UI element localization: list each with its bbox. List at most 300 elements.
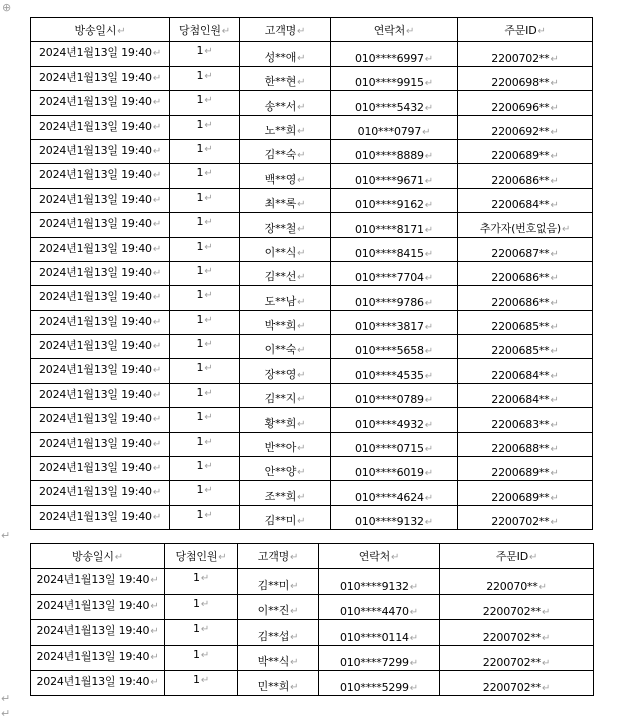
cell-end-mark: ↵ <box>424 419 433 431</box>
cell-end-mark: ↵ <box>152 341 162 353</box>
order-id-cell <box>458 213 593 237</box>
table-row <box>31 457 593 481</box>
order-id-cell <box>458 91 593 115</box>
contact-cell-value: 010****4535 <box>355 368 424 382</box>
cell-end-mark: ↵ <box>424 492 433 504</box>
customer-name-cell-value: 김**섭 <box>257 629 290 643</box>
header-order-id <box>440 544 594 569</box>
winner-count-cell <box>170 42 240 66</box>
winner-count-cell-value: 1 <box>196 141 204 155</box>
table-row <box>31 505 593 529</box>
cell-end-mark: ↵ <box>550 297 559 309</box>
cell-end-mark: ↵ <box>204 119 213 131</box>
broadcast-datetime-cell <box>31 670 165 695</box>
broadcast-datetime-cell <box>31 505 170 529</box>
order-id-cell-value: 2200702** <box>491 51 550 65</box>
cell-end-mark: ↵ <box>152 389 162 401</box>
broadcast-datetime-cell <box>31 164 170 188</box>
cell-end-mark: ↵ <box>297 467 306 479</box>
winner-count-cell <box>170 432 240 456</box>
winner-count-cell <box>170 139 240 163</box>
cell-end-mark: ↵ <box>152 121 162 133</box>
order-id-cell <box>440 569 594 594</box>
contact-cell-value: 010****3817 <box>355 320 424 334</box>
header-contact-label: 연락처 <box>373 23 406 37</box>
contact-cell-value: 010****9132 <box>355 515 424 529</box>
header-order-id-label: 주문ID <box>495 550 528 564</box>
table-row <box>31 164 593 188</box>
cell-end-mark: ↵ <box>550 492 559 504</box>
cell-end-mark: ↵ <box>542 607 551 619</box>
cell-end-mark: ↵ <box>561 223 571 235</box>
customer-name-cell <box>240 359 331 383</box>
customer-name-cell <box>240 310 331 334</box>
cell-end-mark: ↵ <box>542 683 551 695</box>
broadcast-datetime-cell-value: 2024년1월13일 19:40 <box>36 624 150 638</box>
paragraph-mark: ↵ <box>1 529 11 542</box>
contact-cell <box>331 505 458 529</box>
paragraph-mark: ↵ <box>1 707 11 720</box>
order-id-cell <box>458 164 593 188</box>
broadcast-datetime-cell <box>31 359 170 383</box>
broadcast-datetime-cell-value: 2024년1월13일 19:40 <box>38 119 152 133</box>
cell-end-mark: ↵ <box>152 511 162 523</box>
broadcast-datetime-cell-value: 2024년1월13일 19:40 <box>36 649 150 663</box>
table-row <box>31 594 594 619</box>
customer-name-cell-value: 김**선 <box>264 270 297 284</box>
cell-end-mark: ↵ <box>204 436 213 448</box>
broadcast-datetime-cell <box>31 115 170 139</box>
header-winner-count <box>170 18 240 42</box>
cell-end-mark: ↵ <box>152 219 162 231</box>
table-row <box>31 481 593 505</box>
cell-end-mark: ↵ <box>424 53 433 65</box>
table-row <box>31 188 593 212</box>
winner-count-cell <box>170 457 240 481</box>
customer-name-cell <box>238 594 319 619</box>
order-id-cell-value: 220070** <box>486 579 538 593</box>
broadcast-datetime-cell-value: 2024년1월13일 19:40 <box>38 387 152 401</box>
cell-end-mark: ↵ <box>204 412 213 424</box>
winner-count-cell-value: 1 <box>196 288 204 302</box>
contact-cell-value: 010****8415 <box>355 246 424 260</box>
header-order-id-label: 주문ID <box>504 23 537 37</box>
cell-end-mark: ↵ <box>424 175 433 187</box>
contact-cell-value: 010****5658 <box>355 344 424 358</box>
broadcast-datetime-cell-value: 2024년1월13일 19:40 <box>38 314 152 328</box>
contact-cell-value: 010****4932 <box>355 417 424 431</box>
contact-cell-value: 010****9162 <box>355 198 424 212</box>
winner-count-cell <box>165 569 238 594</box>
contact-cell <box>331 164 458 188</box>
cell-end-mark: ↵ <box>297 223 306 235</box>
contact-cell-value: 010****8889 <box>355 149 424 163</box>
customer-name-cell-value: 장**철 <box>264 221 297 235</box>
cell-end-mark: ↵ <box>290 656 299 668</box>
header-customer-name-label: 고객명 <box>257 550 290 564</box>
cell-end-mark: ↵ <box>550 468 559 480</box>
customer-name-cell <box>240 432 331 456</box>
contact-cell <box>331 237 458 261</box>
winner-count-cell-value: 1 <box>196 312 204 326</box>
order-id-cell-value: 2200702** <box>482 655 541 669</box>
order-id-cell <box>458 261 593 285</box>
order-id-cell <box>458 188 593 212</box>
customer-name-cell <box>240 481 331 505</box>
order-id-cell <box>458 505 593 529</box>
customer-name-cell-value: 조**희 <box>264 489 297 503</box>
winner-count-cell-value: 1 <box>196 239 204 253</box>
customer-name-cell <box>240 408 331 432</box>
cell-end-mark: ↵ <box>152 170 162 182</box>
header-customer-name <box>240 18 331 42</box>
contact-cell-value: 010****9671 <box>355 173 424 187</box>
order-id-cell <box>458 359 593 383</box>
cell-end-mark: ↵ <box>152 487 162 499</box>
cell-end-mark: ↵ <box>550 395 559 407</box>
cell-end-mark: ↵ <box>152 414 162 426</box>
order-id-cell-value: 2200689** <box>491 490 550 504</box>
table-row <box>31 432 593 456</box>
cell-end-mark: ↵ <box>152 438 162 450</box>
order-id-cell <box>458 481 593 505</box>
broadcast-datetime-cell-value: 2024년1월13일 19:40 <box>38 95 152 109</box>
header-customer-name-label: 고객명 <box>264 23 297 37</box>
customer-name-cell <box>240 261 331 285</box>
cell-end-mark: ↵ <box>550 102 559 114</box>
customer-name-cell-value: 노**희 <box>264 123 297 137</box>
winner-count-cell-value: 1 <box>196 410 204 424</box>
cell-end-mark: ↵ <box>424 78 433 90</box>
winner-count-cell-value: 1 <box>196 93 204 107</box>
cell-end-mark: ↵ <box>204 95 213 107</box>
customer-name-cell <box>240 335 331 359</box>
order-id-cell-value: 2200685** <box>491 320 550 334</box>
winner-count-cell <box>170 310 240 334</box>
cell-end-mark: ↵ <box>550 78 559 90</box>
cell-end-mark: ↵ <box>204 290 213 302</box>
cell-end-mark: ↵ <box>424 102 433 114</box>
customer-name-cell <box>240 139 331 163</box>
broadcast-datetime-cell <box>31 481 170 505</box>
cell-end-mark: ↵ <box>290 682 299 694</box>
order-id-cell-value: 2200684** <box>491 393 550 407</box>
cell-end-mark: ↵ <box>297 77 306 89</box>
customer-name-cell <box>238 569 319 594</box>
table-row <box>31 670 594 695</box>
cell-end-mark: ↵ <box>200 598 209 610</box>
winner-count-cell <box>170 383 240 407</box>
contact-cell <box>331 66 458 90</box>
cell-end-mark: ↵ <box>424 370 433 382</box>
customer-name-cell-value: 민**희 <box>257 680 290 694</box>
customer-name-cell-value: 안**양 <box>264 465 297 479</box>
order-id-cell <box>458 432 593 456</box>
cell-end-mark: ↵ <box>297 199 306 211</box>
table-row <box>31 237 593 261</box>
cell-end-mark: ↵ <box>424 200 433 212</box>
table-row <box>31 620 594 645</box>
cell-end-mark: ↵ <box>297 296 306 308</box>
cell-end-mark: ↵ <box>424 346 433 358</box>
order-id-cell-value: 2200683** <box>491 417 550 431</box>
contact-cell-value: 010***0797 <box>357 124 422 138</box>
broadcast-datetime-cell <box>31 213 170 237</box>
cell-end-mark: ↵ <box>528 552 538 564</box>
winner-count-cell-value: 1 <box>196 385 204 399</box>
header-contact <box>319 544 440 569</box>
cell-end-mark: ↵ <box>204 265 213 277</box>
order-id-cell-value: 2200698** <box>491 76 550 90</box>
header-winner-count-label: 당첨인원 <box>175 550 218 564</box>
cell-end-mark: ↵ <box>200 674 209 686</box>
cell-end-mark: ↵ <box>297 491 306 503</box>
header-winner-count-label: 당첨인원 <box>179 23 221 37</box>
winner-count-cell-value: 1 <box>196 166 204 180</box>
broadcast-datetime-cell-value: 2024년1월13일 19:40 <box>38 143 152 157</box>
broadcast-datetime-cell <box>31 594 165 619</box>
cell-end-mark: ↵ <box>290 606 299 618</box>
cell-end-mark: ↵ <box>550 370 559 382</box>
cell-end-mark: ↵ <box>424 151 433 163</box>
cell-end-mark: ↵ <box>297 394 306 406</box>
winner-count-cell-value: 1 <box>196 434 204 448</box>
customer-name-cell-value: 한**현 <box>264 75 297 89</box>
broadcast-datetime-cell <box>31 310 170 334</box>
header-winner-count <box>165 544 238 569</box>
customer-name-cell <box>240 286 331 310</box>
broadcast-datetime-cell <box>31 237 170 261</box>
cell-end-mark: ↵ <box>550 322 559 334</box>
winners-table-2 <box>30 543 594 696</box>
cell-end-mark: ↵ <box>550 126 559 138</box>
header-row <box>31 18 593 42</box>
customer-name-cell-value: 도**남 <box>264 294 297 308</box>
cell-end-mark: ↵ <box>542 632 551 644</box>
cell-end-mark: ↵ <box>297 369 306 381</box>
contact-cell <box>331 481 458 505</box>
contact-cell-value: 010****0789 <box>355 393 424 407</box>
customer-name-cell-value: 송**서 <box>264 99 297 113</box>
winner-count-cell <box>170 505 240 529</box>
contact-cell <box>331 139 458 163</box>
winner-count-cell-value: 1 <box>196 361 204 375</box>
broadcast-datetime-cell-value: 2024년1월13일 19:40 <box>38 168 152 182</box>
cell-end-mark: ↵ <box>204 217 213 229</box>
winner-count-cell <box>170 213 240 237</box>
cell-end-mark: ↵ <box>297 418 306 430</box>
broadcast-datetime-cell <box>31 188 170 212</box>
winner-count-cell-value: 1 <box>196 117 204 131</box>
order-id-cell <box>458 383 593 407</box>
winner-count-cell <box>170 91 240 115</box>
broadcast-datetime-cell <box>31 432 170 456</box>
order-id-cell <box>458 286 593 310</box>
cell-end-mark: ↵ <box>204 143 213 155</box>
order-id-cell <box>458 66 593 90</box>
winner-count-cell <box>170 286 240 310</box>
winner-count-cell-value: 1 <box>196 483 204 497</box>
customer-name-cell-value: 김**숙 <box>264 148 297 162</box>
cell-end-mark: ↵ <box>152 72 162 84</box>
cell-end-mark: ↵ <box>550 248 559 260</box>
contact-cell-value: 010****0715 <box>355 442 424 456</box>
order-id-cell-value: 2200702** <box>482 605 541 619</box>
customer-name-cell <box>240 91 331 115</box>
order-id-cell-value: 2200702** <box>482 630 541 644</box>
cell-end-mark: ↵ <box>550 273 559 285</box>
cell-end-mark: ↵ <box>537 25 546 37</box>
cell-end-mark: ↵ <box>204 192 213 204</box>
winner-count-cell-value: 1 <box>196 190 204 204</box>
broadcast-datetime-cell <box>31 620 165 645</box>
broadcast-datetime-cell-value: 2024년1월13일 19:40 <box>38 339 152 353</box>
customer-name-cell <box>240 66 331 90</box>
order-id-cell-value: 2200687** <box>491 246 550 260</box>
customer-name-cell-value: 장**영 <box>264 367 297 381</box>
broadcast-datetime-cell <box>31 286 170 310</box>
order-id-cell <box>458 237 593 261</box>
cell-end-mark: ↵ <box>204 241 213 253</box>
broadcast-datetime-cell-value: 2024년1월13일 19:40 <box>36 674 150 688</box>
broadcast-datetime-cell-value: 2024년1월13일 19:40 <box>38 509 152 523</box>
order-id-cell-value: 2200686** <box>491 295 550 309</box>
table-row <box>31 569 594 594</box>
contact-cell <box>331 286 458 310</box>
cell-end-mark: ↵ <box>204 387 213 399</box>
winner-count-cell-value: 1 <box>196 68 204 82</box>
order-id-cell <box>458 408 593 432</box>
contact-cell <box>331 310 458 334</box>
contact-cell-value: 010****7704 <box>355 271 424 285</box>
customer-name-cell <box>240 213 331 237</box>
customer-name-cell <box>240 457 331 481</box>
cell-end-mark: ↵ <box>297 101 306 113</box>
cell-end-mark: ↵ <box>150 575 159 587</box>
broadcast-datetime-cell <box>31 645 165 670</box>
cell-end-mark: ↵ <box>290 552 299 564</box>
cell-end-mark: ↵ <box>114 552 123 564</box>
header-contact-label: 연락처 <box>358 550 391 564</box>
cell-end-mark: ↵ <box>297 150 306 162</box>
cell-end-mark: ↵ <box>204 70 213 82</box>
cell-end-mark: ↵ <box>152 365 162 377</box>
broadcast-datetime-cell <box>31 42 170 66</box>
cell-end-mark: ↵ <box>550 151 559 163</box>
customer-name-cell <box>240 42 331 66</box>
header-customer-name <box>238 544 319 569</box>
contact-cell-value: 010****8171 <box>355 222 424 236</box>
cell-end-mark: ↵ <box>297 25 306 37</box>
winner-count-cell <box>170 66 240 90</box>
winner-count-cell <box>170 408 240 432</box>
cell-end-mark: ↵ <box>424 297 433 309</box>
header-broadcast-datetime <box>31 18 170 42</box>
cell-end-mark: ↵ <box>204 363 213 375</box>
broadcast-datetime-cell <box>31 457 170 481</box>
cell-end-mark: ↵ <box>152 292 162 304</box>
customer-name-cell-value: 백**영 <box>264 172 297 186</box>
broadcast-datetime-cell-value: 2024년1월13일 19:40 <box>38 485 152 499</box>
order-id-cell-value: 2200689** <box>491 149 550 163</box>
cell-end-mark: ↵ <box>409 657 418 669</box>
contact-cell-value: 010****6997 <box>355 51 424 65</box>
contact-cell <box>331 457 458 481</box>
cell-end-mark: ↵ <box>152 194 162 206</box>
cell-end-mark: ↵ <box>391 552 400 564</box>
cell-end-mark: ↵ <box>152 316 162 328</box>
order-id-cell-value: 2200692** <box>491 124 550 138</box>
contact-cell-value: 010****4470 <box>340 605 409 619</box>
header-broadcast-datetime <box>31 544 165 569</box>
contact-cell-value: 010****4624 <box>355 490 424 504</box>
order-id-cell <box>440 620 594 645</box>
cell-end-mark: ↵ <box>422 126 431 138</box>
contact-cell <box>331 383 458 407</box>
customer-name-cell-value: 이**숙 <box>264 343 297 357</box>
winner-count-cell <box>170 237 240 261</box>
table-row <box>31 261 593 285</box>
broadcast-datetime-cell <box>31 139 170 163</box>
table-row <box>31 359 593 383</box>
cell-end-mark: ↵ <box>550 419 559 431</box>
customer-name-cell <box>240 188 331 212</box>
cell-end-mark: ↵ <box>152 145 162 157</box>
cell-end-mark: ↵ <box>204 485 213 497</box>
contact-cell <box>331 359 458 383</box>
contact-cell-value: 010****9786 <box>355 295 424 309</box>
broadcast-datetime-cell-value: 2024년1월13일 19:40 <box>38 412 152 426</box>
table-row <box>31 335 593 359</box>
customer-name-cell <box>240 115 331 139</box>
cell-end-mark: ↵ <box>218 552 227 564</box>
winner-count-cell <box>165 620 238 645</box>
customer-name-cell-value: 반**아 <box>264 441 297 455</box>
cell-end-mark: ↵ <box>538 581 547 593</box>
cell-end-mark: ↵ <box>204 339 213 351</box>
cell-end-mark: ↵ <box>152 463 162 475</box>
order-id-cell-value: 2200688** <box>491 442 550 456</box>
order-id-cell-value: 2200686** <box>491 173 550 187</box>
cell-end-mark: ↵ <box>290 631 299 643</box>
customer-name-cell-value: 최**록 <box>264 197 297 211</box>
winner-count-cell-value: 1 <box>196 507 204 521</box>
order-id-cell-value: 2200684** <box>491 198 550 212</box>
broadcast-datetime-cell-value: 2024년1월13일 19:40 <box>38 217 152 231</box>
winner-count-cell <box>170 115 240 139</box>
winner-count-cell <box>170 261 240 285</box>
contact-cell <box>331 115 458 139</box>
cell-end-mark: ↵ <box>409 581 418 593</box>
broadcast-datetime-cell-value: 2024년1월13일 19:40 <box>38 436 152 450</box>
contact-cell <box>331 188 458 212</box>
customer-name-cell <box>240 237 331 261</box>
table-anchor-icon[interactable]: ⊕ <box>2 1 12 14</box>
cell-end-mark: ↵ <box>204 46 213 58</box>
contact-cell <box>331 42 458 66</box>
broadcast-datetime-cell <box>31 408 170 432</box>
contact-cell <box>319 645 440 670</box>
order-id-cell <box>440 594 594 619</box>
paragraph-mark: ↵ <box>1 692 11 705</box>
contact-cell-value: 010****9132 <box>340 579 409 593</box>
cell-end-mark: ↵ <box>424 224 433 236</box>
broadcast-datetime-cell-value: 2024년1월13일 19:40 <box>38 363 152 377</box>
broadcast-datetime-cell <box>31 91 170 115</box>
winner-count-cell-value: 1 <box>193 596 200 610</box>
broadcast-datetime-cell-value: 2024년1월13일 19:40 <box>36 598 150 612</box>
winner-count-cell <box>165 645 238 670</box>
